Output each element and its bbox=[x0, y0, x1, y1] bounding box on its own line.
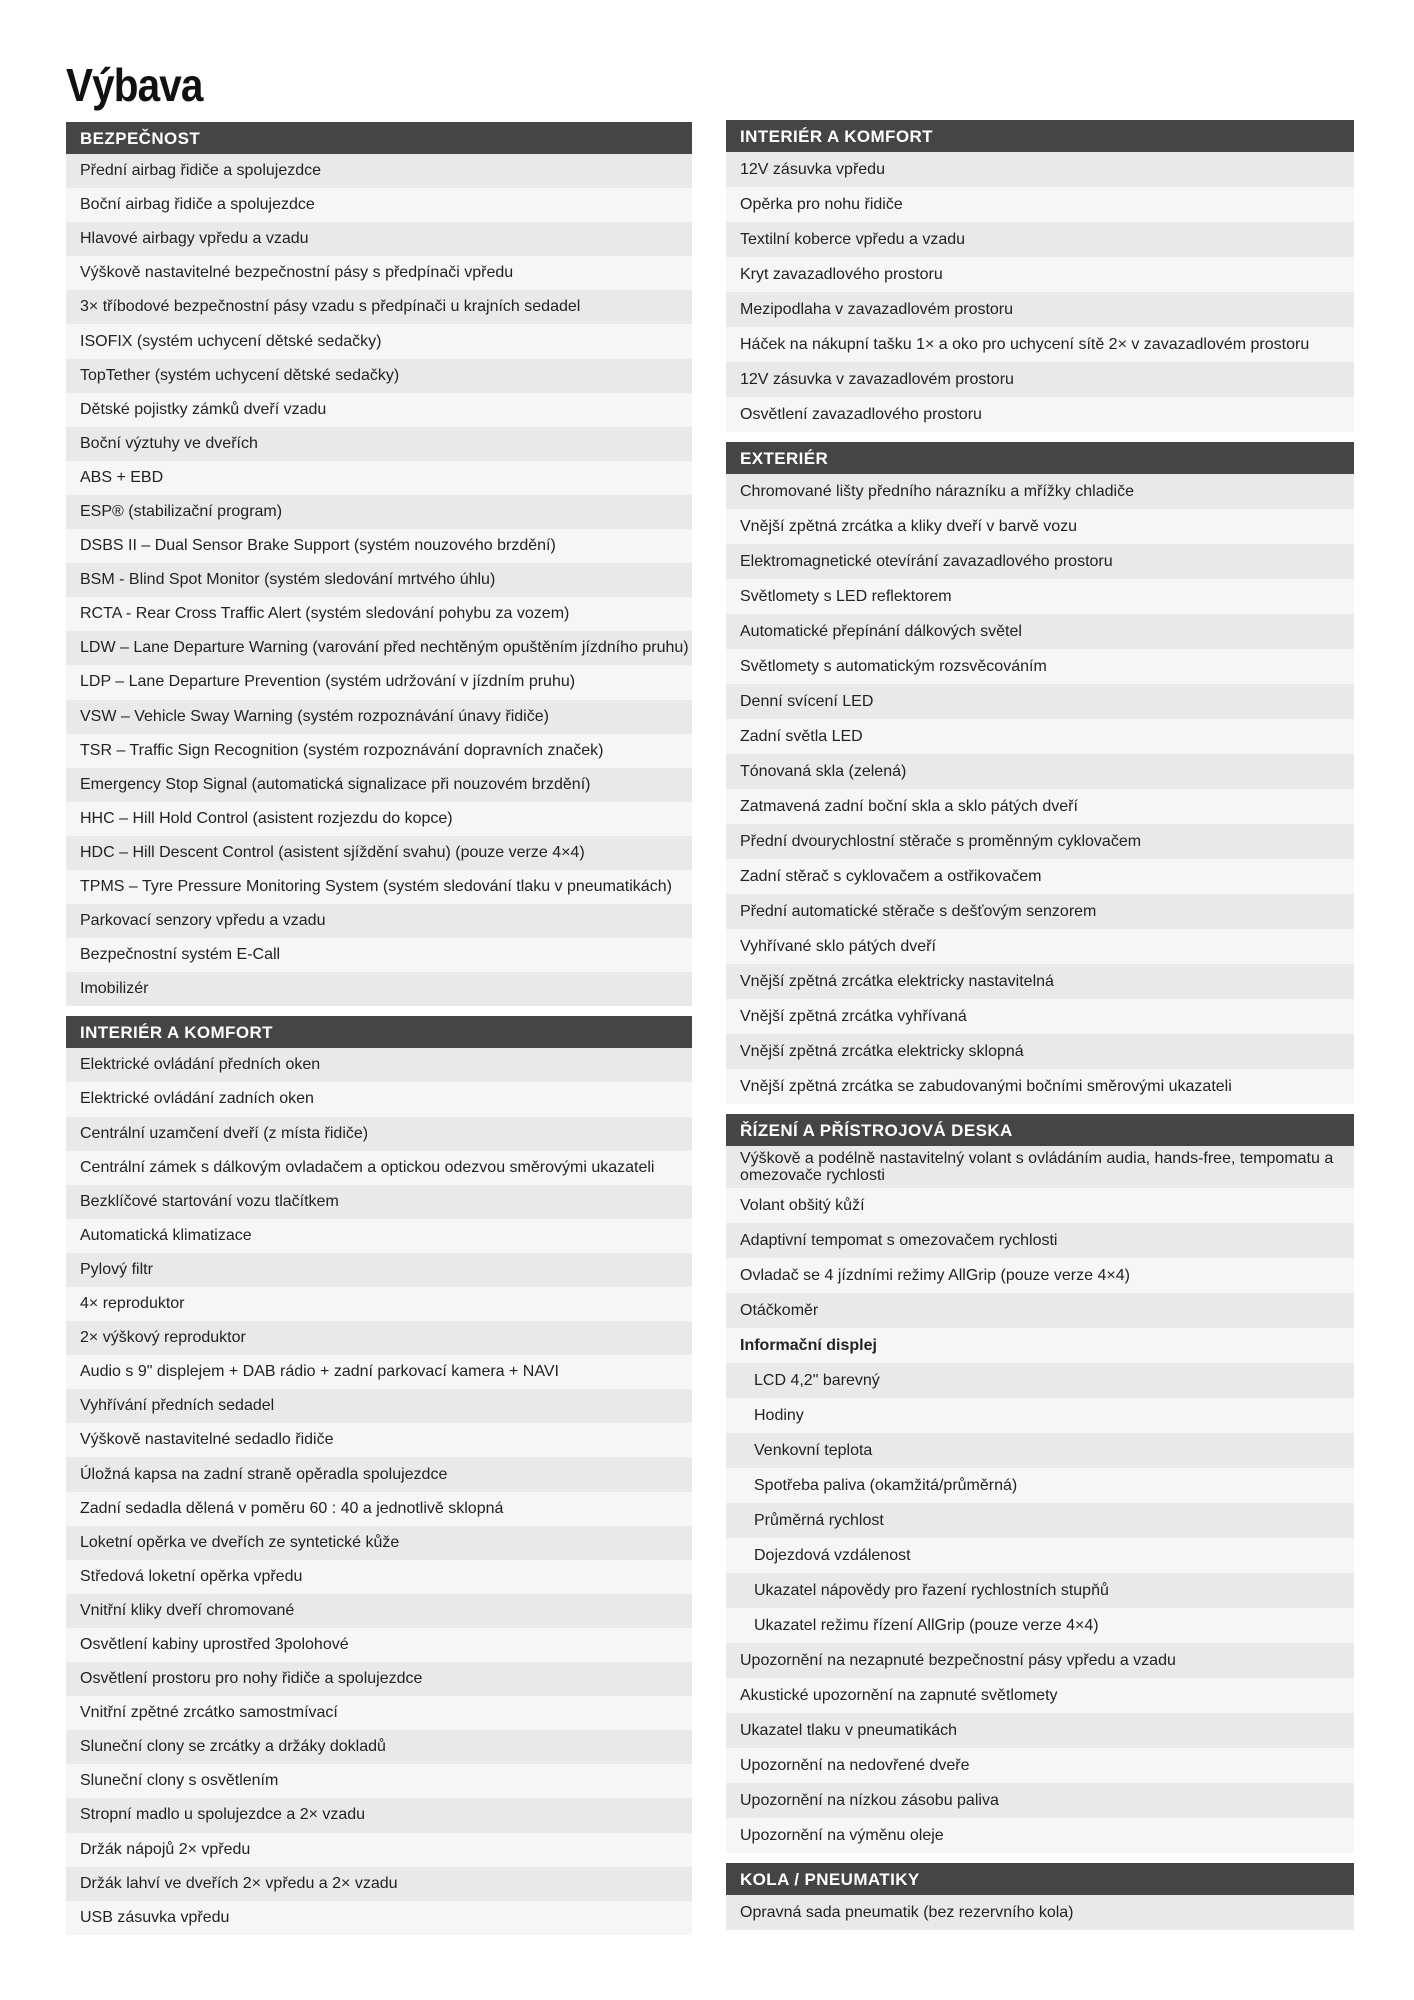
feature-item: Přední automatické stěrače s dešťovým senzorem bbox=[726, 894, 1354, 929]
feature-item: ISOFIX (systém uchycení dětské sedačky) bbox=[66, 324, 692, 358]
feature-subitem: Spotřeba paliva (okamžitá/průměrná) bbox=[726, 1468, 1354, 1503]
feature-item: Přední dvourychlostní stěrače s proměnným cyklovačem bbox=[726, 824, 1354, 859]
feature-item: Osvětlení zavazadlového prostoru bbox=[726, 397, 1354, 432]
feature-item: Vnější zpětná zrcátka se zabudovanými bočními směrovými ukazateli bbox=[726, 1069, 1354, 1104]
feature-item: Zadní světla LED bbox=[726, 719, 1354, 754]
section-header: EXTERIÉR bbox=[726, 442, 1354, 474]
feature-item: Imobilizér bbox=[66, 972, 692, 1006]
section-rizeni-a-pristrojova-deska bbox=[726, 1114, 1354, 1853]
feature-item: Držák lahví ve dveřích 2× vpředu a 2× vzadu bbox=[66, 1867, 692, 1901]
feature-item: Osvětlení kabiny uprostřed 3polohové bbox=[66, 1628, 692, 1662]
feature-item: Úložná kapsa na zadní straně opěradla spolujezdce bbox=[66, 1457, 692, 1491]
feature-item: Hlavové airbagy vpředu a vzadu bbox=[66, 222, 692, 256]
feature-item: HHC – Hill Hold Control (asistent rozjezdu do kopce) bbox=[66, 802, 692, 836]
feature-item: Elektrické ovládání zadních oken bbox=[66, 1082, 692, 1116]
feature-subitem: Dojezdová vzdálenost bbox=[726, 1538, 1354, 1573]
feature-item: LDW – Lane Departure Warning (varování před nechtěným opuštěním jízdního pruhu) bbox=[66, 631, 692, 665]
feature-item: Upozornění na nedovřené dveře bbox=[726, 1748, 1354, 1783]
feature-item: Textilní koberce vpředu a vzadu bbox=[726, 222, 1354, 257]
feature-item: Upozornění na výměnu oleje bbox=[726, 1818, 1354, 1853]
feature-item: Pylový filtr bbox=[66, 1253, 692, 1287]
section-bezpecnost bbox=[66, 122, 692, 1006]
feature-item: ABS + EBD bbox=[66, 461, 692, 495]
feature-item: Vnější zpětná zrcátka vyhřívaná bbox=[726, 999, 1354, 1034]
feature-item: 12V zásuvka vpředu bbox=[726, 152, 1354, 187]
feature-item: Elektromagnetické otevírání zavazadlového prostoru bbox=[726, 544, 1354, 579]
feature-item: Boční airbag řidiče a spolujezdce bbox=[66, 188, 692, 222]
page-title: Výbava bbox=[66, 59, 203, 111]
feature-item: Vnější zpětná zrcátka a kliky dveří v barvě vozu bbox=[726, 509, 1354, 544]
feature-item: Automatické přepínání dálkových světel bbox=[726, 614, 1354, 649]
feature-item: TSR – Traffic Sign Recognition (systém rozpoznávání dopravních značek) bbox=[66, 734, 692, 768]
feature-item: RCTA - Rear Cross Traffic Alert (systém sledování pohybu za vozem) bbox=[66, 597, 692, 631]
feature-item: Vnější zpětná zrcátka elektricky nastavitelná bbox=[726, 964, 1354, 999]
feature-item: Chromované lišty předního nárazníku a mřížky chladiče bbox=[726, 474, 1354, 509]
feature-item: Stropní madlo u spolujezdce a 2× vzadu bbox=[66, 1798, 692, 1832]
section-interier-a-komfort bbox=[726, 120, 1354, 432]
section-header: INTERIÉR A KOMFORT bbox=[726, 120, 1354, 152]
feature-item: Boční výztuhy ve dveřích bbox=[66, 427, 692, 461]
feature-item: 2× výškový reproduktor bbox=[66, 1321, 692, 1355]
feature-item: Otáčkoměr bbox=[726, 1293, 1354, 1328]
feature-item: Opravná sada pneumatik (bez rezervního kola) bbox=[726, 1895, 1354, 1930]
feature-item: Světlomety s automatickým rozsvěcováním bbox=[726, 649, 1354, 684]
section-kola-pneumatiky bbox=[726, 1863, 1354, 1930]
feature-item: Centrální uzamčení dveří (z místa řidiče) bbox=[66, 1117, 692, 1151]
feature-item: Ovladač se 4 jízdními režimy AllGrip (pouze verze 4×4) bbox=[726, 1258, 1354, 1293]
feature-item: Světlomety s LED reflektorem bbox=[726, 579, 1354, 614]
left-column bbox=[66, 122, 692, 1945]
section-header: BEZPEČNOST bbox=[66, 122, 692, 154]
feature-item: Kryt zavazadlového prostoru bbox=[726, 257, 1354, 292]
feature-item: LDP – Lane Departure Prevention (systém udržování v jízdním pruhu) bbox=[66, 665, 692, 699]
feature-subitem: Ukazatel režimu řízení AllGrip (pouze verze 4×4) bbox=[726, 1608, 1354, 1643]
section-header: ŘÍZENÍ A PŘÍSTROJOVÁ DESKA bbox=[726, 1114, 1354, 1146]
feature-item: Vyhřívání předních sedadel bbox=[66, 1389, 692, 1423]
feature-item: Tónovaná skla (zelená) bbox=[726, 754, 1354, 789]
feature-item: Adaptivní tempomat s omezovačem rychlosti bbox=[726, 1223, 1354, 1258]
feature-item: Dětské pojistky zámků dveří vzadu bbox=[66, 393, 692, 427]
feature-item: Výškově nastavitelné bezpečnostní pásy s předpínači vpředu bbox=[66, 256, 692, 290]
feature-item: Akustické upozornění na zapnuté světlomety bbox=[726, 1678, 1354, 1713]
feature-item: Upozornění na nezapnuté bezpečnostní pásy vpředu a vzadu bbox=[726, 1643, 1354, 1678]
feature-item: Parkovací senzory vpředu a vzadu bbox=[66, 904, 692, 938]
section-exterier bbox=[726, 442, 1354, 1104]
feature-subitem: Průměrná rychlost bbox=[726, 1503, 1354, 1538]
feature-item: HDC – Hill Descent Control (asistent sjíždění svahu) (pouze verze 4×4) bbox=[66, 836, 692, 870]
feature-item: Elektrické ovládání předních oken bbox=[66, 1048, 692, 1082]
feature-item: 3× tříbodové bezpečnostní pásy vzadu s předpínači u krajních sedadel bbox=[66, 290, 692, 324]
feature-item: Přední airbag řidiče a spolujezdce bbox=[66, 154, 692, 188]
feature-item: ESP® (stabilizační program) bbox=[66, 495, 692, 529]
feature-item: Denní svícení LED bbox=[726, 684, 1354, 719]
feature-item: Upozornění na nízkou zásobu paliva bbox=[726, 1783, 1354, 1818]
feature-item: Osvětlení prostoru pro nohy řidiče a spolujezdce bbox=[66, 1662, 692, 1696]
feature-item: Zadní sedadla dělená v poměru 60 : 40 a jednotlivě sklopná bbox=[66, 1492, 692, 1526]
feature-group-label: Informační displej bbox=[726, 1328, 1354, 1363]
section-interier-a-komfort bbox=[66, 1016, 692, 1934]
feature-item: USB zásuvka vpředu bbox=[66, 1901, 692, 1935]
feature-item: Centrální zámek s dálkovým ovladačem a optickou odezvou směrovými ukazateli bbox=[66, 1151, 692, 1185]
feature-item: Středová loketní opěrka vpředu bbox=[66, 1560, 692, 1594]
feature-item: Vnitřní zpětné zrcátko samostmívací bbox=[66, 1696, 692, 1730]
feature-item: Háček na nákupní tašku 1× a oko pro uchycení sítě 2× v zavazadlovém prostoru bbox=[726, 327, 1354, 362]
feature-item: Volant obšitý kůží bbox=[726, 1188, 1354, 1223]
feature-item: Výškově a podélně nastavitelný volant s ovládáním audia, hands-free, tempomatu a omezovače rychlosti bbox=[726, 1146, 1354, 1188]
feature-item: Audio s 9" displejem + DAB rádio + zadní parkovací kamera + NAVI bbox=[66, 1355, 692, 1389]
feature-subitem: Venkovní teplota bbox=[726, 1433, 1354, 1468]
feature-item: TopTether (systém uchycení dětské sedačky) bbox=[66, 359, 692, 393]
section-header: KOLA / PNEUMATIKY bbox=[726, 1863, 1354, 1895]
feature-item: VSW – Vehicle Sway Warning (systém rozpoznávání únavy řidiče) bbox=[66, 700, 692, 734]
feature-item: Mezipodlaha v zavazadlovém prostoru bbox=[726, 292, 1354, 327]
feature-item: Zatmavená zadní boční skla a sklo pátých dveří bbox=[726, 789, 1354, 824]
feature-item: Automatická klimatizace bbox=[66, 1219, 692, 1253]
section-header: INTERIÉR A KOMFORT bbox=[66, 1016, 692, 1048]
feature-item: 12V zásuvka v zavazadlovém prostoru bbox=[726, 362, 1354, 397]
feature-item: Emergency Stop Signal (automatická signalizace při nouzovém brzdění) bbox=[66, 768, 692, 802]
feature-item: Vyhřívané sklo pátých dveří bbox=[726, 929, 1354, 964]
feature-item: Bezpečnostní systém E-Call bbox=[66, 938, 692, 972]
feature-item: Sluneční clony se zrcátky a držáky dokladů bbox=[66, 1730, 692, 1764]
feature-item: Držák nápojů 2× vpředu bbox=[66, 1833, 692, 1867]
feature-item: Bezklíčové startování vozu tlačítkem bbox=[66, 1185, 692, 1219]
feature-item: BSM - Blind Spot Monitor (systém sledování mrtvého úhlu) bbox=[66, 563, 692, 597]
feature-subitem: Hodiny bbox=[726, 1398, 1354, 1433]
feature-item: Opěrka pro nohu řidiče bbox=[726, 187, 1354, 222]
feature-item: 4× reproduktor bbox=[66, 1287, 692, 1321]
feature-subitem: LCD 4,2" barevný bbox=[726, 1363, 1354, 1398]
feature-item: Zadní stěrač s cyklovačem a ostřikovačem bbox=[726, 859, 1354, 894]
feature-item: Sluneční clony s osvětlením bbox=[66, 1764, 692, 1798]
feature-item: Loketní opěrka ve dveřích ze syntetické kůže bbox=[66, 1526, 692, 1560]
feature-item: Výškově nastavitelné sedadlo řidiče bbox=[66, 1423, 692, 1457]
feature-item: Ukazatel tlaku v pneumatikách bbox=[726, 1713, 1354, 1748]
feature-item: TPMS – Tyre Pressure Monitoring System (systém sledování tlaku v pneumatikách) bbox=[66, 870, 692, 904]
feature-item: Vnitřní kliky dveří chromované bbox=[66, 1594, 692, 1628]
feature-item: Vnější zpětná zrcátka elektricky sklopná bbox=[726, 1034, 1354, 1069]
right-column bbox=[726, 120, 1354, 1940]
feature-subitem: Ukazatel nápovědy pro řazení rychlostních stupňů bbox=[726, 1573, 1354, 1608]
feature-item: DSBS II – Dual Sensor Brake Support (systém nouzového brzdění) bbox=[66, 529, 692, 563]
